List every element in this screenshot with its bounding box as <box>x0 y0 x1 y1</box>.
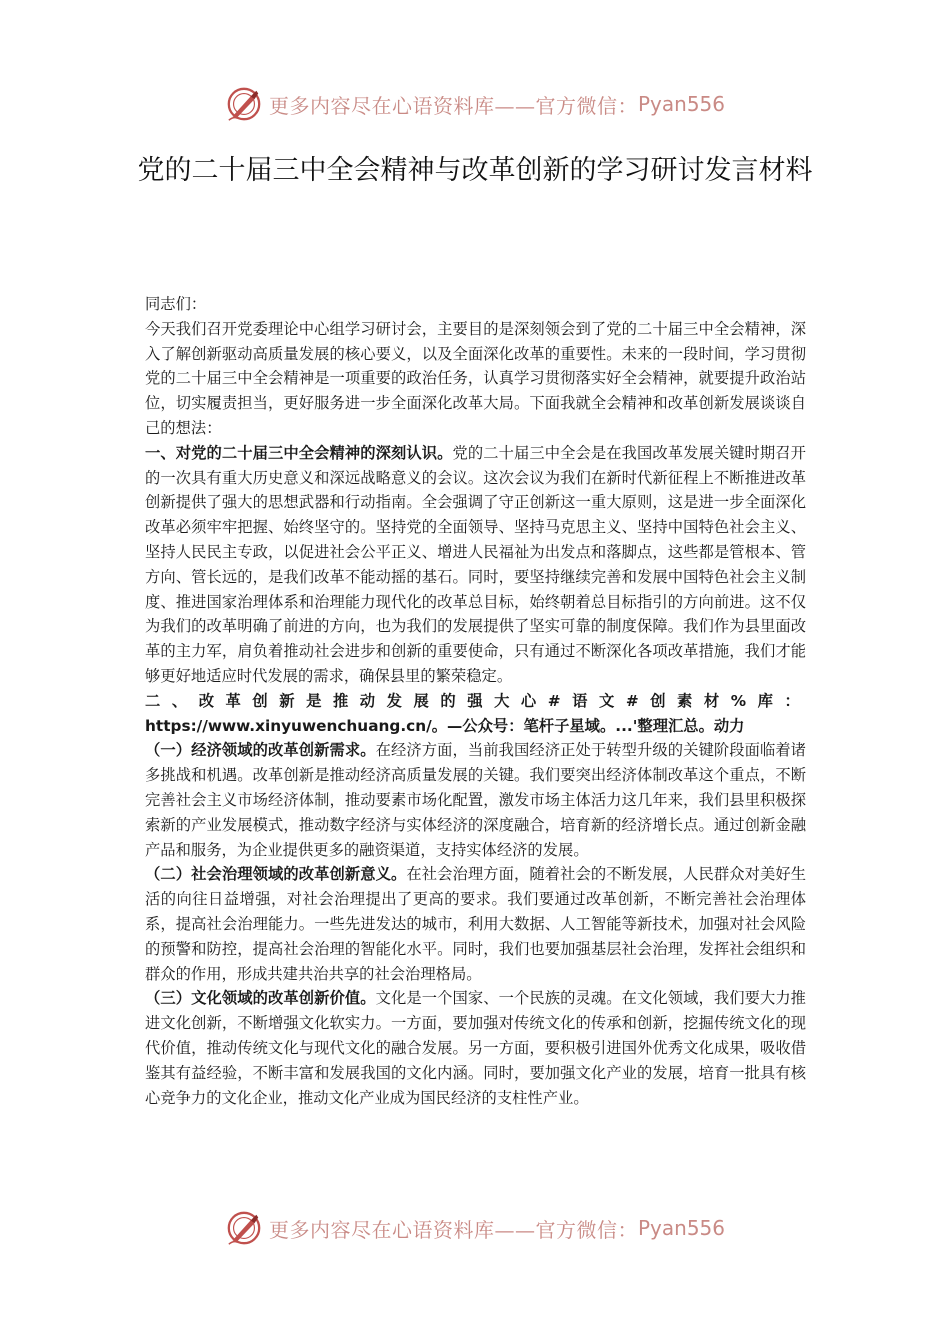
subsection-1-paragraph <box>145 738 806 862</box>
section-2-url: https://www.xinyuwenchuang.cn/。—公众号：笔杆子星域。...'整理汇总。动力 <box>145 716 745 735</box>
subsection-2-body: 在社会治理方面，随着社会的不断发展，人民群众对美好生活的向往日益增强，对社会治理提出了更高的要求。我们要通过改革创新，不断完善社会治理体系，提高社会治理能力。一些先进发达的城市，利用大数据、人工智能等新技术，加强对社会风险的预警和防控，提高社会治理的智能化水平。同时，我们也要加强基层社会治理，发挥社会组织和群众的作用，形成共建共治共享的社会治理格局。 <box>145 865 806 983</box>
pen-logo-icon <box>225 1209 263 1247</box>
watermark-text: 更多内容尽在心语资料库——官方微信： <box>268 93 638 118</box>
watermark-wechat-id: Pyan556 <box>637 92 725 116</box>
watermark-banner-top <box>0 84 950 124</box>
subsection-3-paragraph <box>145 986 806 1110</box>
document-body <box>145 292 806 1110</box>
watermark-wechat-id: Pyan556 <box>637 1216 725 1240</box>
subsection-1-body: 在经济方面，当前我国经济正处于转型升级的关键阶段面临着诸多挑战和机遇。改革创新是推动经济高质量发展的关键。我们要突出经济体制改革这个重点，不断完善社会主义市场经济体制，推动要素市场化配置，激发市场主体活力这几年来，我们县里积极探索新的产业发展模式，推动数字经济与实体经济的深度融合，培育新的经济增长点。通过创新金融产品和服务，为企业提供更多的融资渠道，支持实体经济的发展。 <box>145 741 806 859</box>
greeting: 同志们： <box>145 295 207 313</box>
section-2-paragraph <box>145 689 806 739</box>
intro-paragraph: 今天我们召开党委理论中心组学习研讨会，主要目的是深刻领会到了党的二十届三中全会精神，深入了解创新驱动高质量发展的核心要义，以及全面深化改革的重要性。未来的一段时间，学习贯彻党的二十届三中全会精神是一项重要的政治任务，认真学习贯彻落实好全会精神，就要提升政治站位，切实履责担当，更好服务进一步全面深化改革大局。下面我就全会精神和改革创新发展谈谈自己的想法： <box>145 319 806 437</box>
subsection-2-paragraph <box>145 862 806 986</box>
pen-logo-icon <box>225 85 263 123</box>
watermark-text: 更多内容尽在心语资料库——官方微信： <box>268 1217 638 1242</box>
section-1-heading: 一、对党的二十届三中全会精神的深刻认识。 <box>145 443 453 462</box>
section-1-paragraph <box>145 441 806 689</box>
subsection-2-heading: （二）社会治理领域的改革创新意义。 <box>145 865 407 884</box>
watermark-banner-bottom <box>0 1208 950 1248</box>
subsection-3-heading: （三）文化领域的改革创新价值。 <box>145 989 376 1008</box>
section-2-heading: 二、改革创新是推动发展的强大心#语文#创素材%库： <box>145 691 806 710</box>
subsection-3-body: 文化是一个国家、一个民族的灵魂。在文化领域，我们要大力推进文化创新，不断增强文化软实力。一方面，要加强对传统文化的传承和创新，挖掘传统文化的现代价值，推动传统文化与现代文化的融合发展。另一方面，要积极引进国外优秀文化成果，吸收借鉴其有益经验，不断丰富和发展我国的文化内涵。同时，要加强文化产业的发展，培育一批具有核心竞争力的文化企业，推动文化产业成为国民经济的支柱性产业。 <box>145 989 806 1107</box>
document-title: 党的二十届三中全会精神与改革创新的学习研讨发言材料 <box>137 155 813 186</box>
subsection-1-heading: （一）经济领域的改革创新需求。 <box>145 741 376 760</box>
section-1-body: 党的二十届三中全会是在我国改革发展关键时期召开的一次具有重大历史意义和深远战略意义的会议。这次会议为我们在新时代新征程上不断推进改革创新提供了强大的思想武器和行动指南。全会强调了守正创新这一重大原则，这是进一步全面深化改革必须牢牢把握、始终坚守的。坚持党的全面领导、坚持马克思主义、坚持中国特色社会主义、坚持人民民主专政，以促进社会公平正义、增进人民福祉为出发点和落脚点，这些都是管根本、管方向、管长远的，是我们改革不能动摇的基石。同时，要坚持继续完善和发展中国特色社会主义制度、推进国家治理体系和治理能力现代化的改革总目标，始终朝着总目标指引的方向前进。这不仅为我们的改革明确了前进的方向，也为我们的发展提供了坚实可靠的制度保障。我们作为县里面改革的主力军，肩负着推动社会进步和创新的重要使命，只有通过不断深化各项改革措施，我们才能够更好地适应时代发展的需求，确保县里的繁荣稳定。 <box>145 443 806 685</box>
